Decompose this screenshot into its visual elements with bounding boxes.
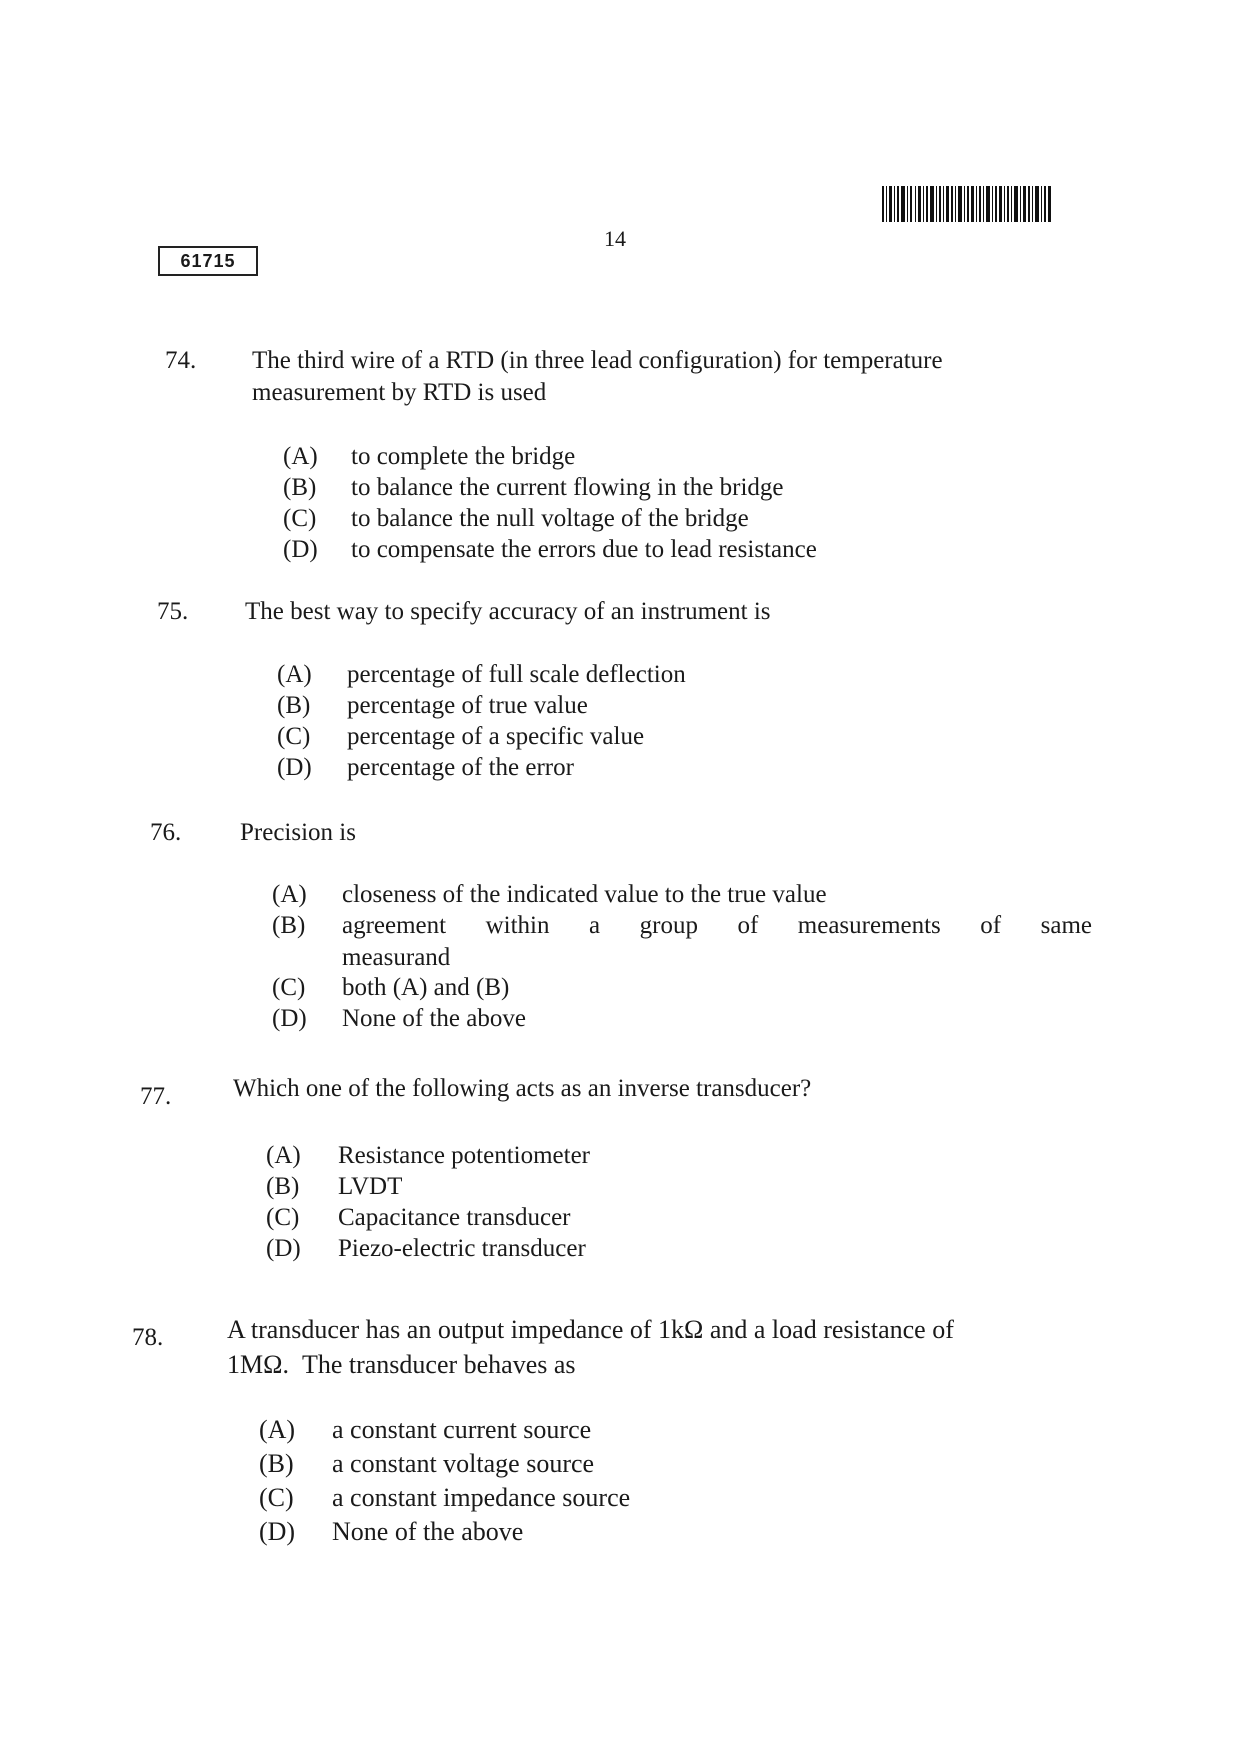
option-text: to complete the bridge <box>351 443 576 470</box>
option-letter: (A) <box>266 1142 301 1169</box>
option-text: to compensate the errors due to lead resistance <box>351 536 817 563</box>
question-text: The third wire of a RTD (in three lead configuration) for temperature <box>252 347 943 374</box>
question-number: 76. <box>150 819 182 846</box>
option-a <box>272 879 1092 910</box>
option-text: percentage of full scale deflection <box>347 661 686 688</box>
option-text: to balance the current flowing in the bridge <box>351 474 784 501</box>
barcode-icon <box>882 186 1052 222</box>
option-letter: (B) <box>259 1449 294 1478</box>
option-letter: (B) <box>277 692 311 719</box>
option-letter: (D) <box>272 1005 307 1032</box>
option-letter: (A) <box>259 1415 296 1444</box>
question-number: 75. <box>157 598 189 625</box>
option-text: closeness of the indicated value to the true value <box>342 881 827 908</box>
option-letter: (C) <box>272 974 306 1001</box>
paper-code: 61715 <box>180 250 236 271</box>
option-text: agreement within a group of measurements of same <box>342 912 1092 939</box>
question-text: A transducer has an output impedance of 1kΩ and a load resistance of <box>227 1315 954 1344</box>
option-text: Capacitance transducer <box>338 1204 571 1231</box>
option-text: Piezo-electric transducer <box>338 1235 586 1262</box>
option-text: to balance the null voltage of the bridge <box>351 505 749 532</box>
question-text: The best way to specify accuracy of an instrument is <box>245 598 771 625</box>
option-c <box>272 972 1092 1003</box>
option-text: percentage of true value <box>347 692 588 719</box>
paper-code-box <box>158 246 258 276</box>
option-letter: (D) <box>259 1517 296 1546</box>
question-text: 1MΩ. The transducer behaves as <box>227 1350 576 1379</box>
question-number: 74. <box>165 347 197 374</box>
option-letter: (D) <box>283 536 318 563</box>
question-text: measurement by RTD is used <box>252 379 547 406</box>
option-letter: (B) <box>272 912 306 939</box>
option-letter: (B) <box>283 474 317 501</box>
option-text: a constant impedance source <box>332 1483 631 1512</box>
option-letter: (C) <box>277 723 311 750</box>
option-letter: (C) <box>266 1204 300 1231</box>
option-letter: (A) <box>283 443 318 470</box>
option-text: a constant current source <box>332 1415 592 1444</box>
option-letter: (D) <box>266 1235 301 1262</box>
option-d <box>272 1003 1092 1034</box>
option-letter: (A) <box>277 661 312 688</box>
option-text: LVDT <box>338 1173 403 1200</box>
option-text: Resistance potentiometer <box>338 1142 591 1169</box>
option-text: a constant voltage source <box>332 1449 595 1478</box>
option-letter: (B) <box>266 1173 300 1200</box>
option-text: None of the above <box>332 1517 524 1546</box>
question-number: 77. <box>140 1083 172 1110</box>
option-letter: (D) <box>277 754 312 781</box>
option-text: both (A) and (B) <box>342 974 510 1001</box>
option-text: measurand <box>342 944 451 971</box>
option-text: percentage of a specific value <box>347 723 645 750</box>
question-text: Which one of the following acts as an inverse transducer? <box>233 1075 812 1102</box>
question-number: 78. <box>132 1324 164 1351</box>
option-letter: (C) <box>283 505 317 532</box>
option-letter: (A) <box>272 881 307 908</box>
option-text: None of the above <box>342 1005 526 1032</box>
option-b <box>272 910 1092 972</box>
page-number: 14 <box>604 226 626 251</box>
option-letter: (C) <box>259 1483 294 1512</box>
question-text: Precision is <box>240 819 356 846</box>
option-text: percentage of the error <box>347 754 574 781</box>
